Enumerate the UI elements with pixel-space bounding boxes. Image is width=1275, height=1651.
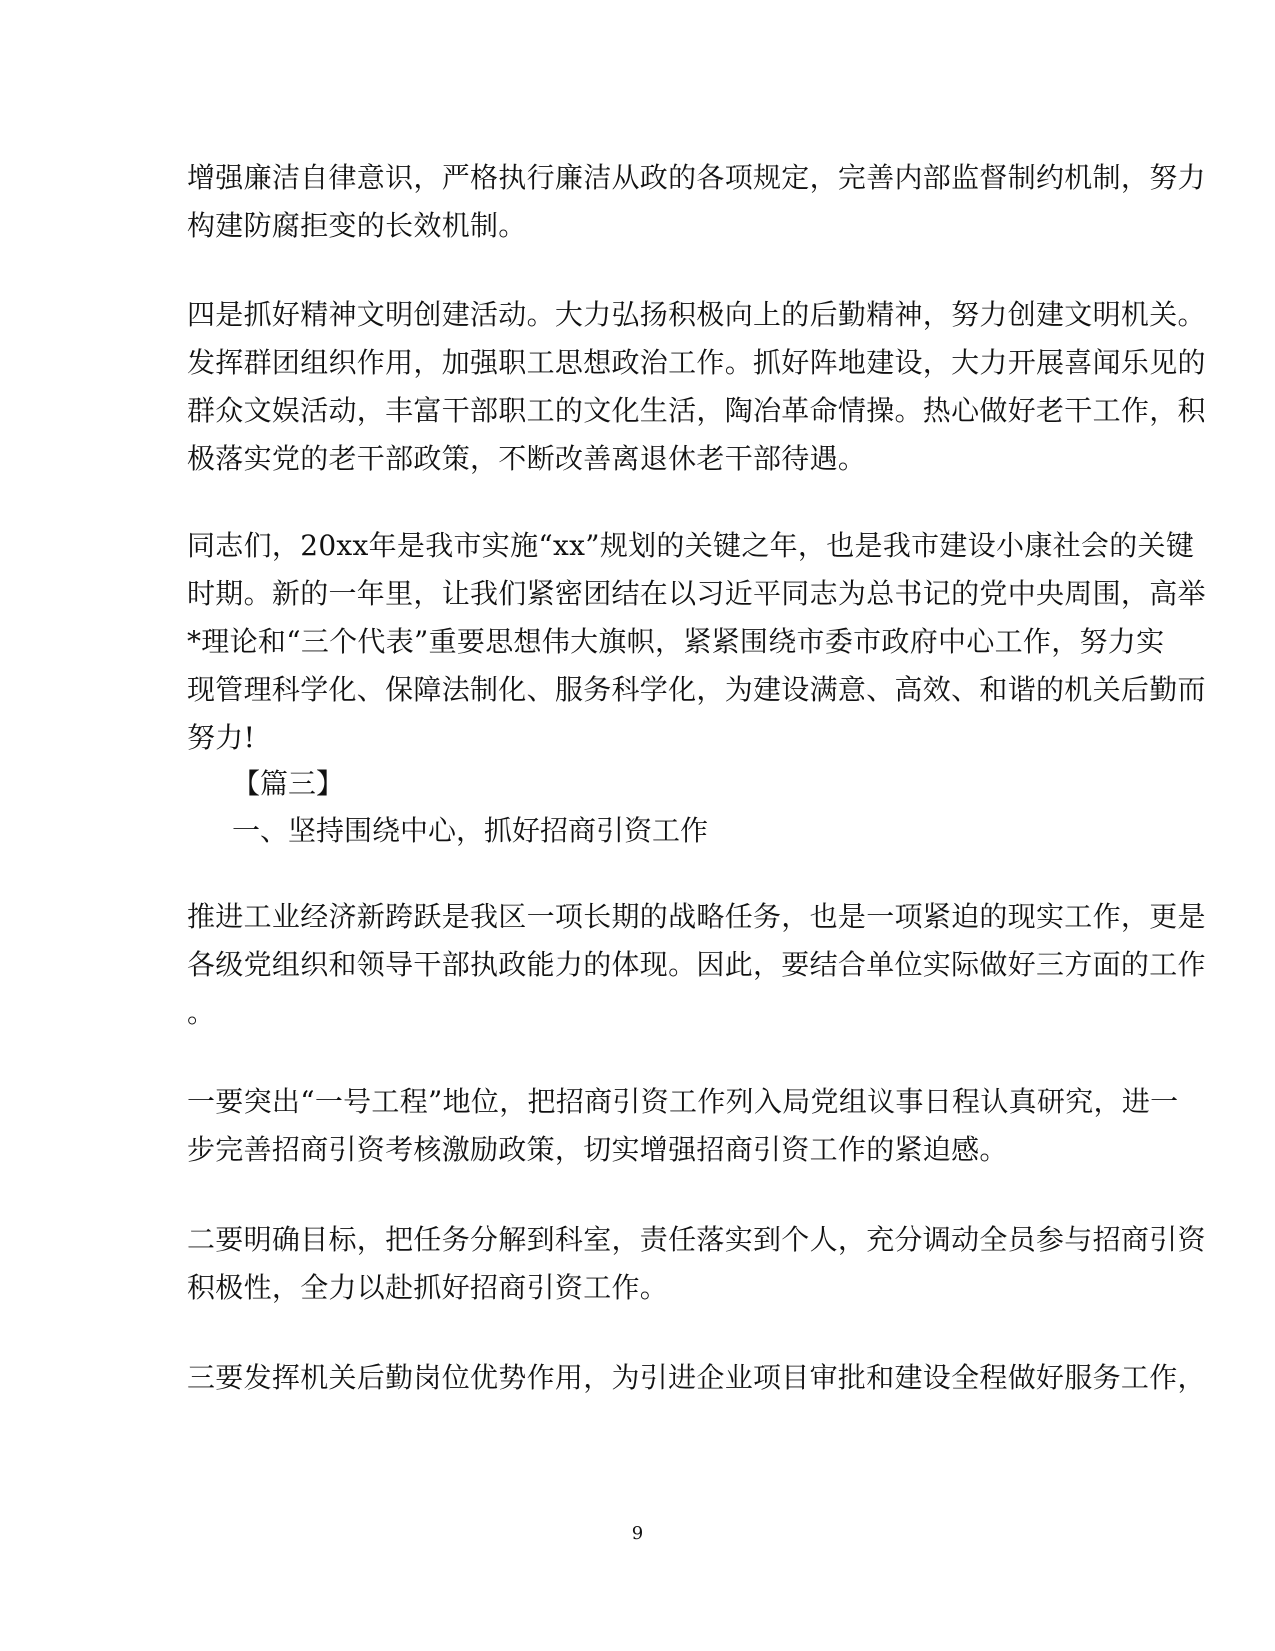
text-line: 极落实党的老干部政策，不断改善离退休老干部待遇。 <box>187 442 867 475</box>
paragraph-industrial-economy <box>187 893 1206 1037</box>
subheading: 一、坚持围绕中心，抓好招商引资工作 <box>232 814 709 847</box>
text-line: 现管理科学化、保障法制化、服务科学化，为建设满意、高效、和谐的机关后勤而 <box>187 673 1206 706</box>
text-line: 群众文娱活动，丰富干部职工的文化生活，陶冶革命情操。热心做好老干工作，积 <box>187 394 1206 427</box>
page-number: 9 <box>631 1523 644 1544</box>
paragraph-integrity <box>187 154 1206 250</box>
text-line: 增强廉洁自律意识，严格执行廉洁从政的各项规定，完善内部监督制约机制，努力 <box>187 161 1206 194</box>
section-heading: 【篇三】 <box>232 767 345 800</box>
text-line: 二要明确目标，把任务分解到科室，责任落实到个人，充分调动全员参与招商引资 <box>187 1223 1206 1256</box>
text-line: 努力! <box>187 721 256 754</box>
text-line: 。 <box>187 996 216 1029</box>
paragraph-comrades <box>187 522 1206 762</box>
text-line: *理论和“三个代表”重要思想伟大旗帜，紧紧围绕市委市政府中心工作，努力实 <box>187 625 1165 658</box>
text-line: 时期。新的一年里，让我们紧密团结在以习近平同志为总书记的党中央周围，高举 <box>187 577 1206 610</box>
text-line: 同志们，20xx年是我市实施“xx”规划的关键之年，也是我市建设小康社会的关键 <box>187 529 1195 562</box>
text-line: 三要发挥机关后勤岗位优势作用，为引进企业项目审批和建设全程做好服务工作， <box>187 1361 1206 1394</box>
text-line: 步完善招商引资考核激励政策，切实增强招商引资工作的紧迫感。 <box>187 1133 1008 1166</box>
paragraph-point-three <box>187 1354 1206 1402</box>
text-line: 一要突出“一号工程”地位，把招商引资工作列入局党组议事日程认真研究，进一 <box>187 1085 1179 1118</box>
text-line: 各级党组织和领导干部执政能力的体现。因此，要结合单位实际做好三方面的工作 <box>187 948 1206 981</box>
paragraph-point-one <box>187 1078 1179 1174</box>
text-line: 积极性，全力以赴抓好招商引资工作。 <box>187 1271 669 1304</box>
paragraph-spiritual-civilization <box>187 291 1206 483</box>
paragraph-point-two <box>187 1216 1206 1312</box>
text-line: 四是抓好精神文明创建活动。大力弘扬积极向上的后勤精神，努力创建文明机关。 <box>187 298 1206 331</box>
text-line: 构建防腐拒变的长效机制。 <box>187 209 527 242</box>
text-line: 推进工业经济新跨跃是我区一项长期的战略任务，也是一项紧迫的现实工作，更是 <box>187 900 1206 933</box>
text-line: 发挥群团组织作用，加强职工思想政治工作。抓好阵地建设，大力开展喜闻乐见的 <box>187 346 1206 379</box>
